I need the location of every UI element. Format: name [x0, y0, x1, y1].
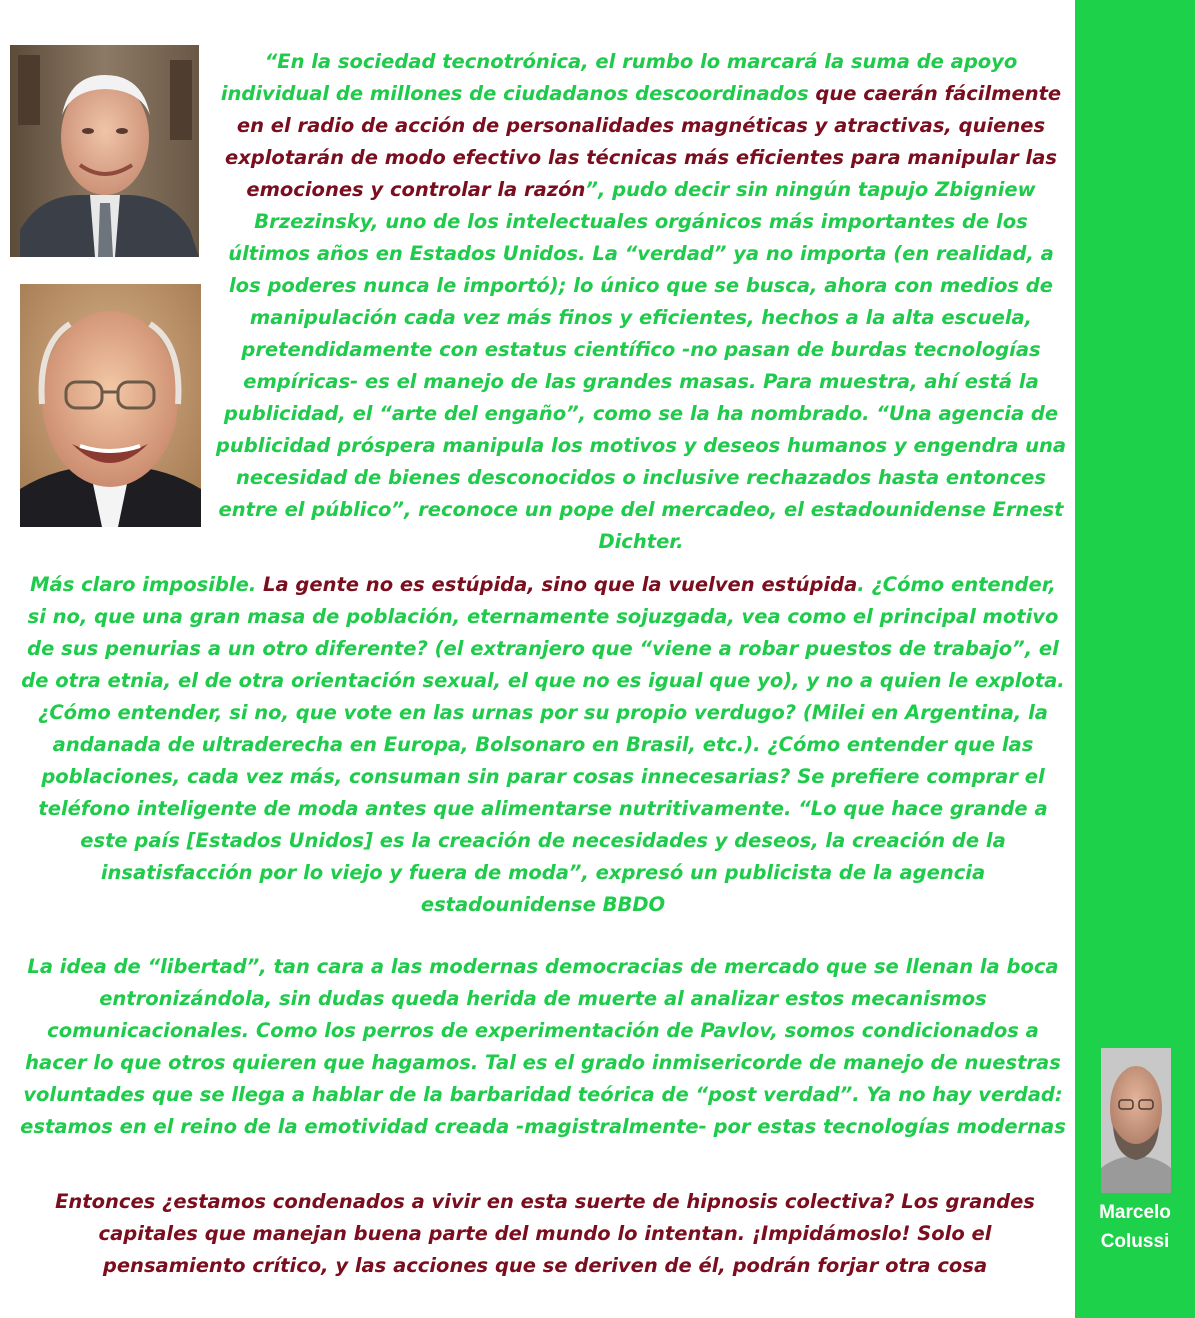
- author-photo: [1101, 1048, 1171, 1193]
- portrait-photo-2: [20, 284, 201, 527]
- paragraph-3: La idea de “libertad”, tan cara a las modernas democracias de mercado que se llenan la boca entronizándola, sin dudas queda herida de muerte al analizar estos mecanismos comunicacionales. Como los perros de experimentación de Pavlov, somos condicionados a hacer lo que otros quieren que hagamos. Tal es el grado inmisericorde de manejo de nuestras voluntades que se llega a hablar de la barbaridad teórica de “post verdad”. Ya no hay verdad: estamos en el reino de la emotividad creada -magistralmente- por estas tecnologías modernas: [20, 955, 1066, 1138]
- author-first-name: Marcelo: [1099, 1202, 1171, 1223]
- paragraph-1: [210, 46, 1072, 558]
- paragraph-2-text-a: Más claro imposible.: [30, 573, 264, 596]
- author-last-name: Colussi: [1100, 1231, 1170, 1252]
- author-sidebar: [1075, 0, 1195, 1318]
- paragraph-2: [18, 569, 1068, 921]
- portrait-photo-1: [10, 45, 199, 257]
- author-name: [1075, 1198, 1195, 1256]
- paragraph-1-text-b: ”, pudo decir sin ningún tapujo Zbigniew Brzezinsky, uno de los intelectuales orgánicos más importantes de los últimos años en Estados Unidos. La “verdad” ya no importa (en realidad, a los poderes nunca le importó); lo único que se busca, ahora con medios de manipulación cada vez más finos y eficientes, hechos a la alta escuela, pretendidamente con estatus científico -no pasan de burdas tecnologías empíricas- es el manejo de las grandes masas. Para muestra, ahí está la publicidad, el “arte del engaño”, como se la ha nombrado. “Una agencia de publicidad próspera manipula los motivos y deseos humanos y engendra una necesidad de bienes desconocidos o inclusive rechazados hasta entonces entre el público”, reconoce un pope del mercadeo, el estadounidense Ernest Dichter.: [215, 178, 1067, 553]
- paragraph-2-highlight: La gente no es estúpida, sino que la vuelven estúpida: [263, 573, 858, 596]
- paragraph-1-text-a: “En la sociedad tecnotrónica, el rumbo lo marcará la suma de apoyo individual de millones de ciudadanos descoordinados: [220, 50, 1018, 105]
- paragraph-2-text-b: . ¿Cómo entender, si no, que una gran masa de población, eternamente sojuzgada, vea como el principal motivo de sus penurias a un otro diferente? (el extranjero que “viene a robar puestos de trabajo”, el de otra etnia, el de otra orientación sexual, el que no es igual que yo), y no a quien le explota. ¿Cómo entender, si no, que vote en las urnas por su propio verdugo? (Milei en Argentina, la andanada de ultraderecha en Europa, Bolsonaro en Brasil, etc.). ¿Cómo entender que las poblaciones, cada vez más, consuman sin parar cosas innecesarias? Se prefiere comprar el teléfono inteligente de moda antes que alimentarse nutritivamente. “Lo que hace grande a este país [Estados Unidos] es la creación de necesidades y deseos, la creación de la insatisfacción por lo viejo y fuera de moda”, expresó un publicista de la agencia estadounidense BBDO: [21, 573, 1065, 916]
- paragraph-1-highlight: que caerán fácilmente en el radio de acción de personalidades magnéticas y atractivas, quienes explotarán de modo efectivo las técnicas más eficientes para manipular las emociones y controlar la razón: [224, 82, 1062, 201]
- paragraph-4: Entonces ¿estamos condenados a vivir en esta suerte de hipnosis colectiva? Los grandes capitales que manejan buena parte del mundo lo intentan. ¡Impidámoslo! Solo el pensamiento crítico, y las acciones que se deriven de él, podrán forjar otra cosa: [55, 1190, 1035, 1277]
